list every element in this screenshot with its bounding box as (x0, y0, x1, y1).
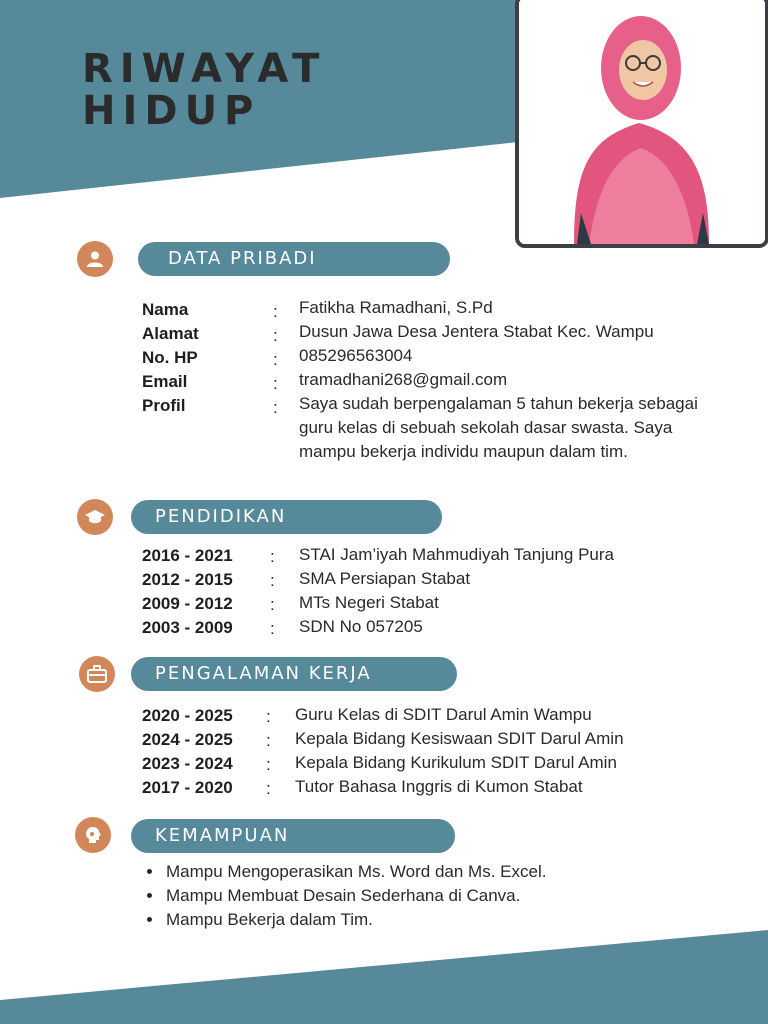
edu-years: 2016 - 2021 (142, 546, 233, 565)
colon: : (266, 779, 271, 798)
section-heading-data-pribadi (138, 242, 450, 276)
colon: : (273, 302, 278, 321)
brain-icon (75, 817, 111, 853)
skills-list (142, 860, 546, 932)
pendidikan-table (0, 544, 768, 644)
title-line-2: HIDUP (82, 88, 261, 134)
label-email: Email (142, 372, 188, 391)
section-heading-label: DATA PRIBADI (168, 248, 317, 269)
edu-years: 2009 - 2012 (142, 594, 233, 613)
value-email: tramadhani268@gmail.com (299, 370, 508, 389)
work-position: Guru Kelas di SDIT Darul Amin Wampu (295, 705, 592, 724)
colon: : (273, 326, 278, 345)
work-years: 2023 - 2024 (142, 754, 233, 773)
colon: : (266, 707, 271, 726)
portrait-illustration (519, 0, 765, 244)
colon: : (273, 398, 278, 417)
profile-photo (515, 0, 768, 248)
edu-school: MTs Negeri Stabat (299, 593, 439, 612)
work-years: 2020 - 2025 (142, 706, 233, 725)
colon: : (266, 731, 271, 750)
colon: : (270, 595, 275, 614)
label-profil: Profil (142, 396, 186, 415)
work-position: Kepala Bidang Kurikulum SDIT Darul Amin (295, 753, 617, 772)
edu-years: 2003 - 2009 (142, 618, 233, 637)
edu-school: SDN No 057205 (299, 617, 423, 636)
section-heading-pengalaman-kerja (131, 657, 457, 691)
section-heading-label: KEMAMPUAN (155, 825, 290, 846)
value-nama: Fatikha Ramadhani, S.Pd (299, 298, 493, 317)
section-heading-label: PENDIDIKAN (155, 506, 287, 527)
colon: : (270, 571, 275, 590)
value-no-hp: 085296563004 (299, 346, 413, 365)
briefcase-icon (79, 656, 115, 692)
skill-item: • Mampu Bekerja dalam Tim. (164, 908, 546, 932)
title-line-1: RIWAYAT (82, 46, 327, 92)
graduation-cap-icon (77, 499, 113, 535)
work-years: 2024 - 2025 (142, 730, 233, 749)
edu-school: STAI Jam’iyah Mahmudiyah Tanjung Pura (299, 545, 614, 564)
work-position: Tutor Bahasa Inggris di Kumon Stabat (295, 777, 583, 796)
bottom-banner-shape (0, 930, 768, 1024)
section-heading-pendidikan (131, 500, 442, 534)
colon: : (266, 755, 271, 774)
edu-school: SMA Persiapan Stabat (299, 569, 471, 588)
label-alamat: Alamat (142, 324, 199, 343)
work-years: 2017 - 2020 (142, 778, 233, 797)
pengalaman-table (0, 704, 768, 804)
value-alamat: Dusun Jawa Desa Jentera Stabat Kec. Wampu (299, 322, 654, 341)
value-profil: Saya sudah berpengalaman 5 tahun bekerja sebagai guru kelas di sebuah sekolah dasar swasta. Saya mampu bekerja individu maupun dalam tim. (299, 394, 698, 461)
label-no-hp: No. HP (142, 348, 198, 367)
user-icon (77, 241, 113, 277)
section-heading-kemampuan (131, 819, 455, 853)
edu-years: 2012 - 2015 (142, 570, 233, 589)
label-nama: Nama (142, 300, 189, 319)
section-heading-label: PENGALAMAN KERJA (155, 663, 372, 684)
colon: : (270, 547, 275, 566)
page-title (82, 48, 326, 132)
skill-item: • Mampu Membuat Desain Sederhana di Canva. (164, 884, 546, 908)
colon: : (273, 350, 278, 369)
skill-item: • Mampu Mengoperasikan Ms. Word dan Ms. Excel. (164, 860, 546, 884)
colon: : (273, 374, 278, 393)
colon: : (270, 619, 275, 638)
work-position: Kepala Bidang Kesiswaan SDIT Darul Amin (295, 729, 624, 748)
